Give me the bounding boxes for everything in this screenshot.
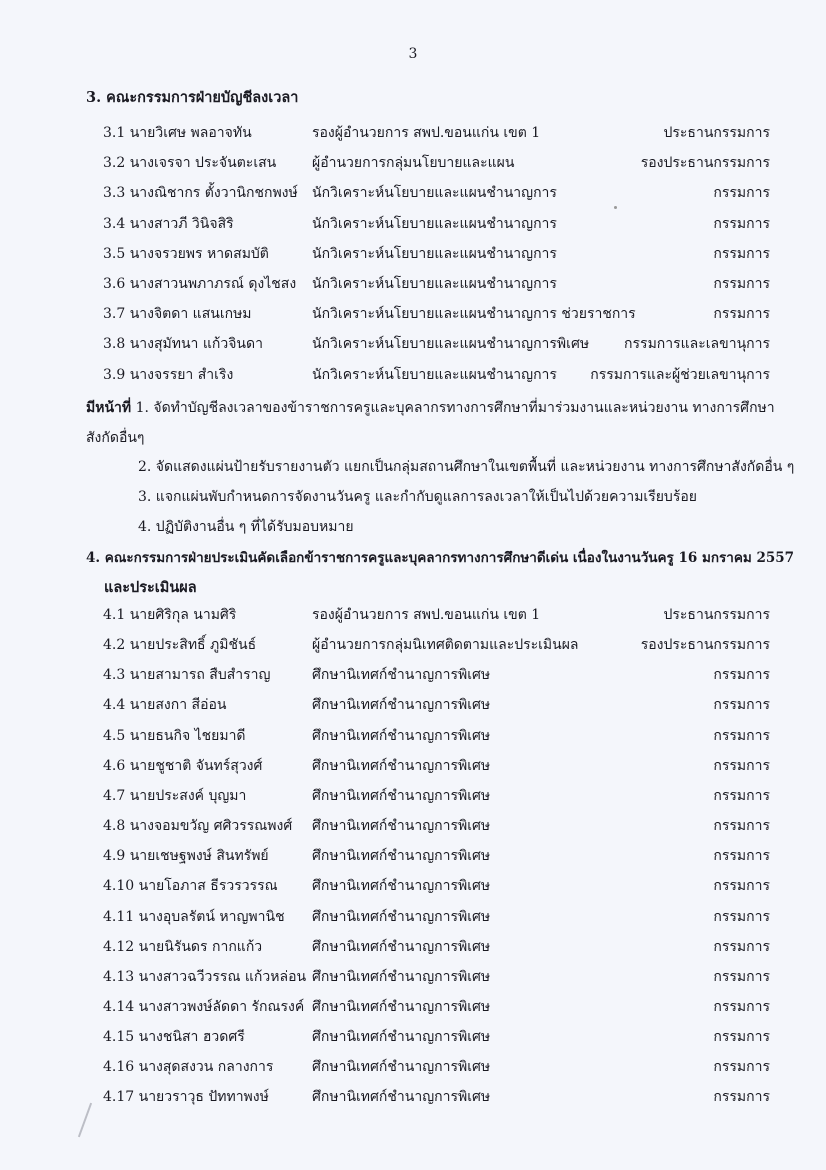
member-role: รองประธานกรรมการ <box>640 637 770 654</box>
member-name: 3.2 นางเจรจา ประจันตะเสน <box>103 155 277 172</box>
member-row <box>0 303 826 327</box>
member-row <box>0 1056 826 1080</box>
page-number: 3 <box>408 46 418 62</box>
member-role: กรรมการ <box>713 1089 770 1106</box>
member-role: กรรมการ <box>713 667 770 684</box>
member-role: รองประธานกรรมการ <box>640 155 770 172</box>
member-name: 4.1 นายศิริกุล นามศิริ <box>103 607 237 623</box>
member-row <box>0 875 826 899</box>
member-row <box>0 213 826 237</box>
member-name: 4.8 นางจอมขวัญ ศศิวรรณพงศ์ <box>103 818 293 835</box>
member-row <box>0 122 826 146</box>
member-role: กรรมการ <box>713 938 770 955</box>
member-role: กรรมการ <box>713 1029 770 1046</box>
member-role: กรรมการ <box>713 245 770 262</box>
member-name: 4.15 นางชนิสา ฮวดศรี <box>103 1029 245 1046</box>
member-name: 4.4 นายสงกา สีอ่อน <box>103 697 227 714</box>
member-name: 3.3 นางณิชากร ตั้งวานิกชกพงษ์ <box>103 185 298 202</box>
section-4-heading: 4. คณะกรรมการฝ่ายประเมินคัดเลือกข้าราชการครูและบุคลากรทางการศึกษาดีเด่น เนื่องในงานวันครู 16 มกราคม 2557 <box>86 550 795 566</box>
member-position: ศึกษานิเทศก์ชำนาญการพิเศษ <box>312 848 491 865</box>
member-position: ศึกษานิเทศก์ชำนาญการพิเศษ <box>312 938 491 955</box>
member-role: กรรมการ <box>713 215 770 232</box>
member-position: นักวิเคราะห์นโยบายและแผนชำนาญการ <box>312 276 557 292</box>
member-row <box>0 845 826 869</box>
section-3-duty-line-1-cont: สังกัดอื่นๆ <box>86 430 145 446</box>
member-position: ศึกษานิเทศก์ชำนาญการพิเศษ <box>312 818 491 835</box>
member-name: 3.7 นางจิตดา แสนเกษม <box>103 306 252 323</box>
member-role: กรรมการ <box>713 697 770 714</box>
member-position: ศึกษานิเทศก์ชำนาญการพิเศษ <box>312 697 491 714</box>
member-position: นักวิเคราะห์นโยบายและแผนชำนาญการ ช่วยราชการ <box>312 306 636 323</box>
member-row <box>0 906 826 930</box>
member-role: กรรมการ <box>713 818 770 835</box>
duty-item: 4. ปฏิบัติงานอื่น ๆ ที่ได้รับมอบหมาย <box>138 519 354 535</box>
member-row <box>0 725 826 749</box>
member-row <box>0 694 826 718</box>
member-position: ศึกษานิเทศก์ชำนาญการพิเศษ <box>312 667 491 684</box>
member-row <box>0 815 826 839</box>
member-row <box>0 243 826 267</box>
member-role: กรรมการ <box>713 787 770 804</box>
member-role: กรรมการ <box>713 1059 770 1076</box>
member-position: ศึกษานิเทศก์ชำนาญการพิเศษ <box>312 968 491 985</box>
member-position: นักวิเคราะห์นโยบายและแผนชำนาญการ <box>312 245 557 262</box>
member-row <box>0 936 826 960</box>
member-name: 3.8 นางสุมัทนา แก้วจินดา <box>103 336 263 353</box>
member-name: 4.10 นายโอภาส ธีรวรวรรณ <box>103 878 278 895</box>
member-position: นักวิเคราะห์นโยบายและแผนชำนาญการ <box>312 366 557 383</box>
member-name: 4.14 นางสาวพงษ์ลัดดา รักณรงค์ <box>103 998 305 1015</box>
member-position: นักวิเคราะห์นโยบายและแผนชำนาญการ <box>312 185 557 202</box>
member-role: กรรมการ <box>713 757 770 774</box>
member-position: ศึกษานิเทศก์ชำนาญการพิเศษ <box>312 998 491 1015</box>
member-position: ศึกษานิเทศก์ชำนาญการพิเศษ <box>312 757 491 774</box>
member-name: 4.13 นางสาวฉวีวรรณ แก้วหล่อน <box>103 968 307 985</box>
member-position: นักวิเคราะห์นโยบายและแผนชำนาญการ <box>312 215 557 232</box>
member-row <box>0 1086 826 1110</box>
member-row <box>0 333 826 357</box>
member-name: 3.1 นายวิเศษ พลอาจทัน <box>103 125 252 141</box>
member-position: ผู้อำนวยการกลุ่มนโยบายและแผน <box>312 155 515 172</box>
member-role: ประธานกรรมการ <box>663 607 770 623</box>
member-role: กรรมการ <box>713 878 770 895</box>
member-row <box>0 785 826 809</box>
member-row <box>0 664 826 688</box>
member-name: 4.12 นายนิรันดร กากแก้ว <box>103 938 263 955</box>
member-role: กรรมการและเลขานุการ <box>624 336 770 353</box>
member-name: 3.5 นางจรวยพร หาดสมบัติ <box>103 245 269 262</box>
member-name: 4.11 นางอุบลรัตน์ หาญพานิช <box>103 908 285 925</box>
member-row <box>0 966 826 990</box>
member-role: ประธานกรรมการ <box>663 125 770 141</box>
member-name: 4.7 นายประสงค์ บุญมา <box>103 787 247 804</box>
member-role: กรรมการ <box>713 968 770 985</box>
member-role: กรรมการและผู้ช่วยเลขานุการ <box>590 366 770 383</box>
member-name: 4.3 นายสามารถ สืบสำราญ <box>103 667 271 684</box>
member-row <box>0 996 826 1020</box>
member-position: ศึกษานิเทศก์ชำนาญการพิเศษ <box>312 878 491 895</box>
member-name: 4.6 นายชูชาติ จันทร์สุวงศ์ <box>103 757 263 774</box>
member-position: รองผู้อำนวยการ สพป.ขอนแก่น เขต 1 <box>312 125 541 141</box>
section-3-duty-line-1 <box>86 397 775 419</box>
member-role: กรรมการ <box>713 848 770 865</box>
member-role: กรรมการ <box>713 998 770 1015</box>
member-name: 4.5 นายธนกิจ ไชยมาดี <box>103 727 246 744</box>
member-name: 4.17 นายวราวุธ ปัททาพงษ์ <box>103 1089 269 1106</box>
member-name: 3.9 นางจรรยา สำเริง <box>103 366 234 383</box>
member-row <box>0 273 826 297</box>
member-role: กรรมการ <box>713 306 770 323</box>
section-4-heading-cont: และประเมินผล <box>104 579 197 596</box>
member-position: ศึกษานิเทศก์ชำนาญการพิเศษ <box>312 727 491 744</box>
member-position: ศึกษานิเทศก์ชำนาญการพิเศษ <box>312 908 491 925</box>
scan-speck <box>614 206 617 209</box>
member-name: 3.4 นางสาวภี วินิจสิริ <box>103 215 234 232</box>
member-position: นักวิเคราะห์นโยบายและแผนชำนาญการพิเศษ <box>312 336 590 353</box>
member-row <box>0 182 826 206</box>
duty-label: มีหน้าที่ <box>86 400 132 416</box>
member-row <box>0 634 826 658</box>
member-role: กรรมการ <box>713 908 770 925</box>
duty-item: 2. จัดแสดงแผ่นป้ายรับรายงานตัว แยกเป็นกลุ่มสถานศึกษาในเขตพื้นที่ และหน่วยงาน ทางการศึกษาสังกัดอื่น ๆ <box>138 459 795 475</box>
member-role: กรรมการ <box>713 727 770 744</box>
member-role: กรรมการ <box>713 276 770 292</box>
member-row <box>0 1026 826 1050</box>
member-position: รองผู้อำนวยการ สพป.ขอนแก่น เขต 1 <box>312 607 541 623</box>
member-name: 4.2 นายประสิทธิ์ ภูมิชันธ์ <box>103 637 257 654</box>
member-position: ศึกษานิเทศก์ชำนาญการพิเศษ <box>312 1059 491 1076</box>
member-position: ศึกษานิเทศก์ชำนาญการพิเศษ <box>312 1029 491 1046</box>
section-3-heading: 3. คณะกรรมการฝ่ายบัญชีลงเวลา <box>86 89 299 106</box>
member-position: ศึกษานิเทศก์ชำนาญการพิเศษ <box>312 1089 491 1106</box>
member-name: 4.9 นายเชษฐพงษ์ สินทรัพย์ <box>103 848 269 865</box>
member-position: ผู้อำนวยการกลุ่มนิเทศติดตามและประเมินผล <box>312 637 579 654</box>
member-role: กรรมการ <box>713 185 770 202</box>
member-row <box>0 755 826 779</box>
duty-item: 1. จัดทำบัญชีลงเวลาของข้าราชการครูและบุคลากรทางการศึกษาที่มาร่วมงานและหน่วยงาน ทางการศึกษา <box>131 400 775 416</box>
member-name: 4.16 นางสุดสงวน กลางการ <box>103 1059 274 1076</box>
duty-item: 3. แจกแผ่นพับกำหนดการจัดงานวันครู และกำกับดูแลการลงเวลาให้เป็นไปด้วยความเรียบร้อย <box>138 489 697 505</box>
member-position: ศึกษานิเทศก์ชำนาญการพิเศษ <box>312 787 491 804</box>
member-row <box>0 152 826 176</box>
member-row <box>0 604 826 628</box>
member-name: 3.6 นางสาวนพภาภรณ์ ดุงไชสง <box>103 276 297 292</box>
member-row <box>0 364 826 388</box>
